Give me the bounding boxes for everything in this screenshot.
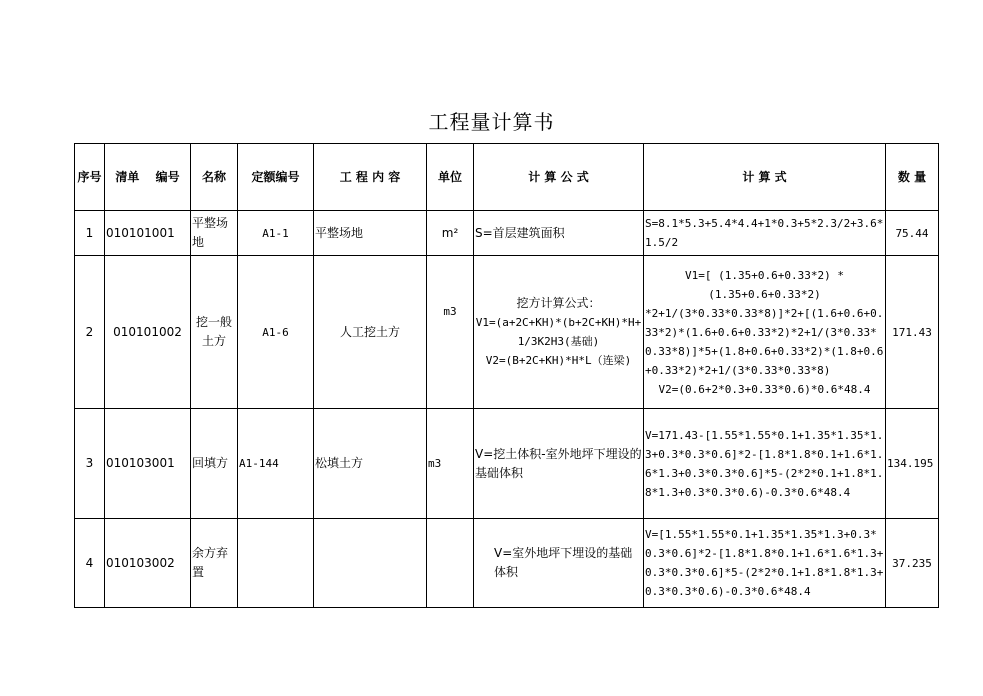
row-quota bbox=[238, 519, 314, 608]
row-calc: V=[1.55*1.55*0.1+1.35*1.35*1.3+0.3*0.3*0.6]*2-[1.8*1.8*0.1+1.6*1.6*1.3+0.3*0.3*0.6]*5-(2*2*0.1+1.8*1.8*1.3+0.3*0.3*0.6)-0.3*0.6*48.4 bbox=[644, 519, 886, 608]
row-quota: A1-1 bbox=[238, 211, 314, 256]
row-qty: 75.44 bbox=[886, 211, 939, 256]
row-formula: V=挖土体积-室外地坪下埋设的基础体积 bbox=[474, 409, 644, 519]
calc-line: *2+1/(3*0.33*0.33*8)]*2+[(1.6+0.6+0.33*2)*(1.6+0.6+0.33*2)*2+1/(3*0.33*0.33*8)]*5+(1.8+0.6+0.33*2)*(1.8+0.6+0.33*2)*2+1/(3*0.33*0.33*8) bbox=[645, 306, 884, 377]
header-code: 清单 编号 bbox=[105, 144, 191, 211]
row-qty: 171.43 bbox=[886, 256, 939, 409]
table-row bbox=[75, 519, 939, 608]
row-content bbox=[314, 519, 427, 608]
table-row bbox=[75, 256, 939, 409]
row-content: 松填土方 bbox=[314, 409, 427, 519]
row-seq: 2 bbox=[75, 256, 105, 409]
calc-table bbox=[74, 143, 939, 608]
header-qty: 数 量 bbox=[886, 144, 939, 211]
table-row bbox=[75, 211, 939, 256]
row-quota: A1-6 bbox=[238, 256, 314, 409]
header-unit: 单位 bbox=[427, 144, 474, 211]
row-formula: V=室外地坪下埋设的基础体积 bbox=[474, 519, 644, 608]
row-content: 人工挖土方 bbox=[314, 256, 427, 409]
formula-line: 挖方计算公式： bbox=[516, 296, 601, 310]
header-formula: 计 算 公 式 bbox=[474, 144, 644, 211]
header-content: 工 程 内 容 bbox=[314, 144, 427, 211]
row-code: 010101002 bbox=[105, 256, 191, 409]
row-calc: S=8.1*5.3+5.4*4.4+1*0.3+5*2.3/2+3.6*1.5/2 bbox=[644, 211, 886, 256]
row-calc bbox=[644, 256, 886, 409]
row-unit: m3 bbox=[427, 409, 474, 519]
row-name: 余方弃置 bbox=[191, 519, 238, 608]
row-name: 平整场地 bbox=[191, 211, 238, 256]
row-calc: V=171.43-[1.55*1.55*0.1+1.35*1.35*1.3+0.3*0.3*0.6]*2-[1.8*1.8*0.1+1.6*1.6*1.3+0.3*0.3*0.6]*5-(2*2*0.1+1.8*1.8*1.3+0.3*0.3*0.6)-0.3*0.6*48.4 bbox=[644, 409, 886, 519]
row-name: 回填方 bbox=[191, 409, 238, 519]
row-seq: 1 bbox=[75, 211, 105, 256]
header-quota: 定额编号 bbox=[238, 144, 314, 211]
calc-line: (1.35+0.6+0.33*2) bbox=[708, 287, 821, 301]
row-qty: 37.235 bbox=[886, 519, 939, 608]
header-name: 名称 bbox=[191, 144, 238, 211]
row-formula: S=首层建筑面积 bbox=[474, 211, 644, 256]
header-seq: 序号 bbox=[75, 144, 105, 211]
row-code: 010103002 bbox=[105, 519, 191, 608]
row-code: 010103001 bbox=[105, 409, 191, 519]
row-qty: 134.195 bbox=[886, 409, 939, 519]
row-content: 平整场地 bbox=[314, 211, 427, 256]
row-quota: A1-144 bbox=[238, 409, 314, 519]
calc-line: V2=(0.6+2*0.3+0.33*0.6)*0.6*48.4 bbox=[658, 382, 871, 396]
row-seq: 3 bbox=[75, 409, 105, 519]
header-calc: 计 算 式 bbox=[644, 144, 886, 211]
header-row bbox=[75, 144, 939, 211]
row-name: 挖一般土方 bbox=[191, 256, 238, 409]
formula-line: V2=(B+2C+KH)*H*L（连梁) bbox=[485, 354, 632, 367]
formula-line: V1=(a+2C+KH)*(b+2C+KH)*H+1/3K2H3(基础) bbox=[475, 316, 642, 348]
row-seq: 4 bbox=[75, 519, 105, 608]
row-unit: m² bbox=[427, 211, 474, 256]
row-unit: m3 bbox=[427, 256, 474, 409]
row-code: 010101001 bbox=[105, 211, 191, 256]
table-row bbox=[75, 409, 939, 519]
row-unit bbox=[427, 519, 474, 608]
row-formula bbox=[474, 256, 644, 409]
page-title: 工程量计算书 bbox=[428, 110, 555, 134]
calc-line: V1=[ (1.35+0.6+0.33*2) * bbox=[685, 268, 844, 282]
